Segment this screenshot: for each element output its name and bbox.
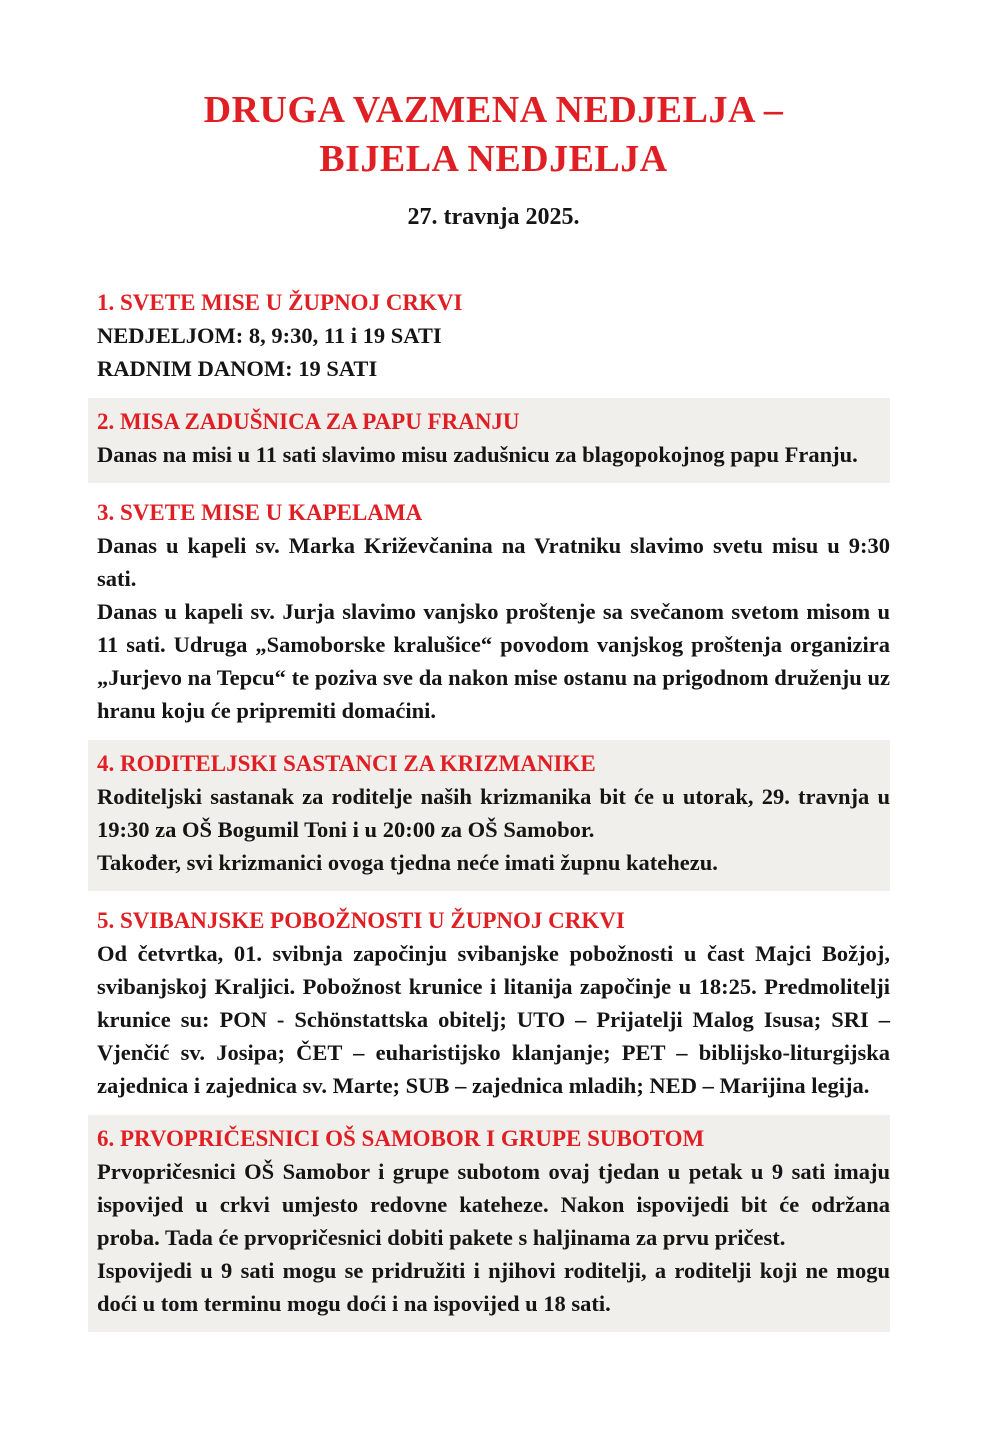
- page-title-line-2: BIJELA NEDJELJA: [319, 138, 668, 180]
- section-chapel-masses: [97, 496, 890, 727]
- section-heading: 1. SVETE MISE U ŽUPNOJ CRKVI: [97, 290, 463, 315]
- section-paragraph: Danas na misi u 11 sati slavimo misu zadušnicu za blagopokojnog papu Franju.: [97, 442, 858, 467]
- section-requiem-mass: [88, 398, 890, 483]
- section-heading: 2. MISA ZADUŠNICA ZA PAPU FRANJU: [97, 409, 520, 434]
- section-heading: 3. SVETE MISE U KAPELAMA: [97, 500, 423, 525]
- section-first-communion: [88, 1115, 890, 1332]
- section-heading: 6. PRVOPRIČESNICI OŠ SAMOBOR I GRUPE SUBOTOM: [97, 1126, 705, 1151]
- section-paragraph: Od četvrtka, 01. svibnja započinju svibanjske pobožnosti u čast Majci Božjoj, svibanjskoj Kraljici. Pobožnost krunice i litanija započinje u 18:25. Predmolitelji krunice su: PON - Schönstattska obitelj; UTO – Prijatelji Malog Isusa; SRI – Vjenčić sv. Josipa; ČET – euharistijsko klanjanje; PET – biblijsko-liturgijska zajednica i zajednica sv. Marte; SUB – zajednica mladih; NED – Marijina legija.: [97, 941, 890, 1098]
- bulletin-date: 27. travnja 2025.: [407, 204, 580, 230]
- section-paragraph: Danas u kapeli sv. Marka Križevčanina na Vratniku slavimo svetu misu u 9:30 sati.: [97, 533, 890, 591]
- section-paragraph: Također, svi krizmanici ovoga tjedna neće imati župnu katehezu.: [97, 850, 718, 875]
- section-heading: 4. RODITELJSKI SASTANCI ZA KRIZMANIKE: [97, 751, 596, 776]
- section-paragraph: Prvopričesnici OŠ Samobor i grupe subotom ovaj tjedan u petak u 9 sati imaju ispovijed u crkvi umjesto redovne kateheze. Nakon ispovijedi bit će održana proba. Tada će prvopričesnici dobiti pakete s haljinama za prvu pričest.: [97, 1159, 890, 1250]
- section-mass-times: [97, 286, 890, 385]
- section-paragraph: Roditeljski sastanak za roditelje naših krizmanika bit će u utorak, 29. travnja u 19:30 za OŠ Bogumil Toni i u 20:00 za OŠ Samobor.: [97, 784, 890, 842]
- page-title-line-1: DRUGA VAZMENA NEDJELJA –: [203, 89, 784, 131]
- section-paragraph: Danas u kapeli sv. Jurja slavimo vanjsko proštenje sa svečanom svetom misom u 11 sati. Udruga „Samoborske kralušice“ povodom vanjskog proštenja organizira „Jurjevo na Tepcu“ te poziva sve da nakon mise ostanu na prigodnom druženju uz hranu koju će pripremiti domaćini.: [97, 599, 890, 723]
- page-title: [97, 86, 890, 184]
- section-may-devotions: [97, 904, 890, 1102]
- section-paragraph: NEDJELJOM: 8, 9:30, 11 i 19 SATI: [97, 323, 442, 348]
- section-paragraph: RADNIM DANOM: 19 SATI: [97, 356, 378, 381]
- section-heading: 5. SVIBANJSKE POBOŽNOSTI U ŽUPNOJ CRKVI: [97, 908, 625, 933]
- section-parent-meetings: [88, 740, 890, 891]
- bulletin-content: [0, 86, 986, 1332]
- section-paragraph: Ispovijedi u 9 sati mogu se pridružiti i njihovi roditelji, a roditelji koji ne mogu doći u tom terminu mogu doći i na ispovijed u 18 sati.: [97, 1258, 890, 1316]
